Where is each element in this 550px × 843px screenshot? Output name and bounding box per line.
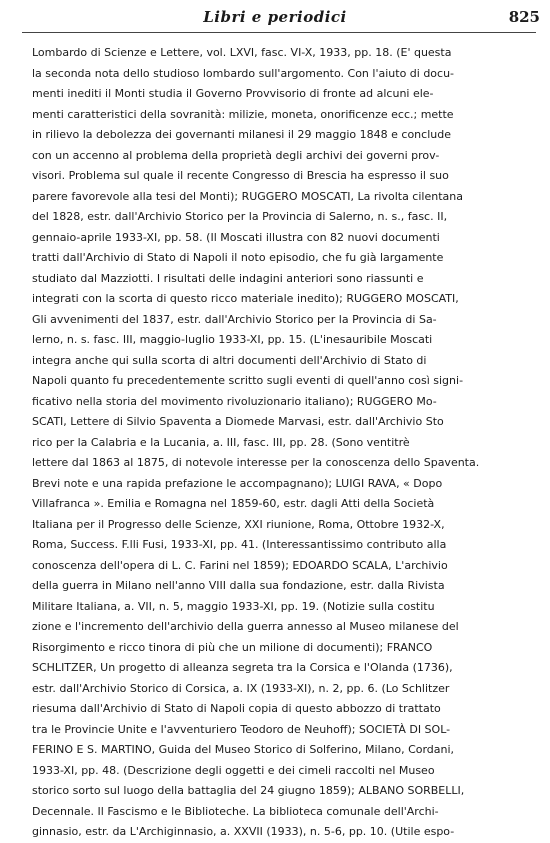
page-number: 825 <box>508 8 540 26</box>
text-line: 1933-XI, pp. 48. (Descrizione degli oggetti e dei cimeli raccolti nel Museo <box>32 763 435 777</box>
text-line: Italiana per il Progresso delle Scienze, XXI riunione, Roma, Ottobre 1932-X, <box>32 517 445 531</box>
text-line: la seconda nota dello studioso lombardo sull'argomento. Con l'aiuto di docu- <box>32 66 455 80</box>
text-line: storico sorto sul luogo della battaglia del 24 giugno 1859); ALBANO SORBELLI, <box>32 784 465 797</box>
text-line: SCHLITZER, Un progetto di alleanza segreta tra la Corsica e l'Olanda (1736), <box>32 661 453 674</box>
text-line: con un accenno al problema della proprietà degli archivi dei governi prov- <box>32 148 440 162</box>
text-line: tra le Provincie Unite e l'avventuriero Teodoro de Neuhoff); SOCIETÀ DI SOL- <box>32 722 451 736</box>
text-line: Gli avvenimenti del 1837, estr. dall'Archivio Storico per la Provincia di Sa- <box>32 312 437 326</box>
text-line: studiato dal Mazziotti. I risultati delle indagini anteriori sono riassunti e <box>32 271 424 285</box>
text-line: lettere dal 1863 al 1875, di notevole interesse per la conoscenza dello Spaventa. <box>32 456 480 469</box>
text-line: gennaio-aprile 1933-XI, pp. 58. (Il Moscati illustra con 82 nuovi documenti <box>32 230 440 244</box>
text-line: Militare Italiana, a. VII, n. 5, maggio 1933-XI, pp. 19. (Notizie sulla costitu <box>32 599 435 613</box>
running-header <box>0 8 550 32</box>
text-line: lerno, n. s. fasc. III, maggio-luglio 1933-XI, pp. 15. (L'inesauribile Moscati <box>32 333 433 346</box>
text-line: FERINO E S. MARTINO, Guida del Museo Storico di Solferino, Milano, Cordani, <box>32 743 455 756</box>
body-text <box>32 43 504 843</box>
text-line: Decennale. Il Fascismo e le Biblioteche. La biblioteca comunale dell'Archi- <box>32 804 439 818</box>
running-title: Libri e periodici <box>203 8 347 26</box>
header-rule <box>22 32 536 33</box>
text-line: integrati con la scorta di questo ricco materiale inedito); RUGGERO MOSCATI, <box>32 292 459 305</box>
text-line: tratti dall'Archivio di Stato di Napoli il noto episodio, che fu già largamente <box>32 251 444 264</box>
text-line: riesuma dall'Archivio di Stato di Napoli copia di questo abbozzo di trattato <box>32 702 441 715</box>
text-line: Risorgimento e ricco tinora di più che un milione di documenti); FRANCO <box>32 640 433 654</box>
text-line: ficativo nella storia del movimento rivoluzionario italiano); RUGGERO Mo- <box>32 394 437 408</box>
text-line: Villafranca ». Emilia e Romagna nel 1859-60, estr. dagli Atti della Società <box>32 497 435 510</box>
text-line: Roma, Success. F.lli Fusi, 1933-XI, pp. 41. (Interessantissimo contributo alla <box>32 538 447 551</box>
text-line: ginnasio, estr. da L'Archiginnasio, a. XXVII (1933), n. 5-6, pp. 10. (Utile espo- <box>32 825 455 838</box>
text-line: menti caratteristici della sovranità: milizie, moneta, onorificenze ecc.; mette <box>32 107 454 121</box>
text-line: Napoli quanto fu precedentemente scritto sugli eventi di quell'anno così signi- <box>32 374 464 387</box>
text-line: zione e l'incremento dell'archivio della guerra annesso al Museo milanese del <box>32 620 459 633</box>
text-line: Brevi note e una rapida prefazione le accompagnano); LUIGI RAVA, « Dopo <box>32 476 443 490</box>
text-line: estr. dall'Archivio Storico di Corsica, a. IX (1933-XI), n. 2, pp. 6. (Lo Schlitzer <box>32 681 450 695</box>
text-line: del 1828, estr. dall'Archivio Storico per la Provincia di Salerno, n. s., fasc. II, <box>32 210 448 223</box>
text-line: in rilievo la debolezza dei governanti milanesi il 29 maggio 1848 e conclude <box>32 128 451 141</box>
text-line: parere favorevole alla tesi del Monti); RUGGERO MOSCATI, La rivolta cilentana <box>32 189 463 203</box>
text-line: rico per la Calabria e la Lucania, a. III, fasc. III, pp. 28. (Sono ventitrè <box>32 435 410 449</box>
text-line: menti inediti il Monti studia il Governo Provvisorio di fronte ad alcuni ele- <box>32 87 434 100</box>
text-line: della guerra in Milano nell'anno VIII dalla sua fondazione, estr. dalla Rivista <box>32 579 445 592</box>
text-line: integra anche qui sulla scorta di altri documenti dell'Archivio di Stato di <box>32 353 427 367</box>
text-line: SCATI, Lettere di Silvio Spaventa a Diomede Marvasi, estr. dall'Archivio Sto <box>32 415 444 428</box>
text-line: Lombardo di Scienze e Lettere, vol. LXVI, fasc. VI-X, 1933, pp. 18. (E' questa <box>32 46 452 59</box>
text-line: conoscenza dell'opera di L. C. Farini nel 1859); EDOARDO SCALA, L'archivio <box>32 558 448 572</box>
text-line: visori. Problema sul quale il recente Congresso di Brescia ha espresso il suo <box>32 169 449 182</box>
